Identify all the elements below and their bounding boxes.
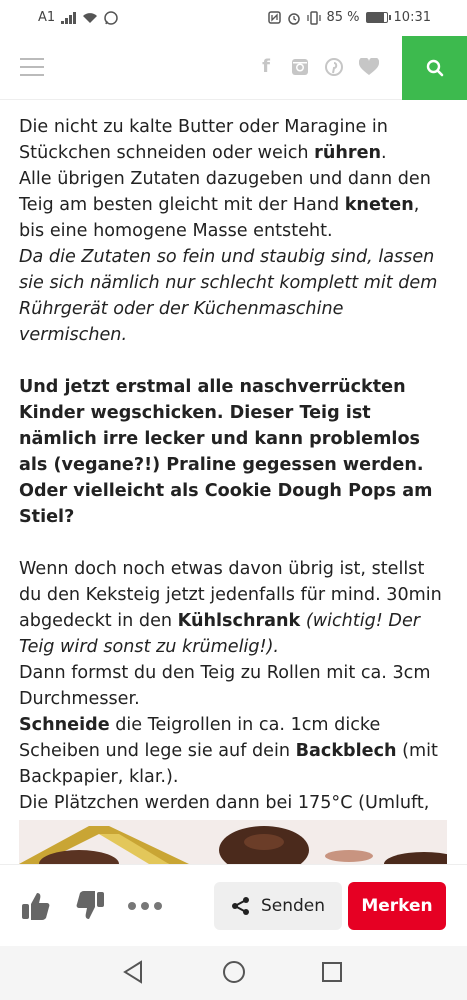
thumbs-down-icon[interactable] [76,891,104,921]
vibrate-icon [307,11,321,25]
save-button[interactable] [348,882,446,930]
text-segment: (mit Backpapier, klar.). [19,741,438,787]
nfc-icon [268,11,281,24]
battery-icon [366,12,388,23]
text-segment: Wenn doch noch etwas davon übrig ist, stellst du den Keksteig jetzt jedenfalls für mind. 30min abgedeckt in den [19,559,442,631]
text-segment: Alle übrigen Zutaten dazugeben und dann den Teig am besten gleicht mit der Hand [19,169,431,215]
alarm-icon [287,11,301,25]
text-segment: rühren [314,143,382,163]
heart-icon[interactable] [359,58,379,76]
pinterest-icon[interactable] [325,58,343,76]
share-icon [231,896,251,916]
paragraph-highlight [19,374,449,530]
cookie-photo-illustration [19,820,447,864]
pin-action-bar [0,864,467,946]
text-segment: Die nicht zu kalte Butter oder Maragine in Stückchen schneiden oder weich [19,117,388,163]
text-segment: kneten [344,195,414,215]
facebook-icon[interactable]: f [262,56,270,77]
text-segment: Kühlschrank [177,611,301,631]
status-right [268,10,432,25]
thumbs-up-icon[interactable] [22,891,50,921]
home-circle-icon[interactable] [222,960,246,984]
site-header [0,36,467,100]
search-button[interactable] [402,36,467,100]
text-segment: Die Plätzchen werden dann bei 175°C (Umluft, [19,793,430,813]
paragraph-rollen [19,660,449,712]
text-segment: Backblech [295,741,397,761]
wifi-icon [82,12,98,24]
recents-square-icon[interactable] [322,962,342,982]
text-segment: Dann formst du den Teig zu Rollen mit ca. 3cm Durchmesser. [19,663,431,709]
recipe-photo[interactable] [19,820,447,864]
search-icon [426,59,444,77]
send-label: Senden [260,896,326,916]
more-dots-icon[interactable] [128,902,162,910]
paragraph-hint [19,244,449,348]
clock: 10:31 [393,10,431,25]
text-segment: die Teigrollen in ca. 1cm dicke Scheiben und lege sie auf dein [19,715,381,761]
paragraph-schneiden [19,712,449,790]
text-segment: (wichtig! Der Teig wird sonst zu krümelig!). [19,611,421,657]
text-segment: , bis eine homogene Masse entsteht. [19,195,420,241]
status-bar [0,0,467,36]
system-nav-bar [0,946,467,1000]
back-triangle-icon[interactable] [122,960,144,984]
article-content [19,114,449,868]
text-segment: . [381,143,387,163]
carrier-label: A1 [38,10,56,25]
whatsapp-icon [104,11,118,25]
paragraph-butter [19,114,449,166]
hamburger-menu-icon[interactable] [20,58,44,76]
text-segment: Und jetzt erstmal alle naschverrückten Kinder wegschicken. Dieser Teig ist nämlich irre lecker und kann problemlos als (vegane?!) Praline gegessen werden. Oder vielleicht als Cookie Dough Pops am Stiel? [19,377,433,527]
signal-icon [61,12,76,24]
send-button[interactable] [214,882,342,930]
save-label: Merken [361,896,433,916]
paragraph-kneten [19,166,449,244]
text-segment: Schneide [19,715,110,735]
instagram-icon[interactable] [291,58,309,76]
status-left [38,10,118,25]
paragraph-kuehlschrank [19,556,449,660]
battery-percent: 85 % [326,10,360,25]
text-segment: Da die Zutaten so fein und staubig sind, lassen sie sich nämlich nur schlecht komplett mit dem Rührgerät oder der Küchenmaschine vermischen. [19,247,438,345]
social-links [257,56,379,77]
